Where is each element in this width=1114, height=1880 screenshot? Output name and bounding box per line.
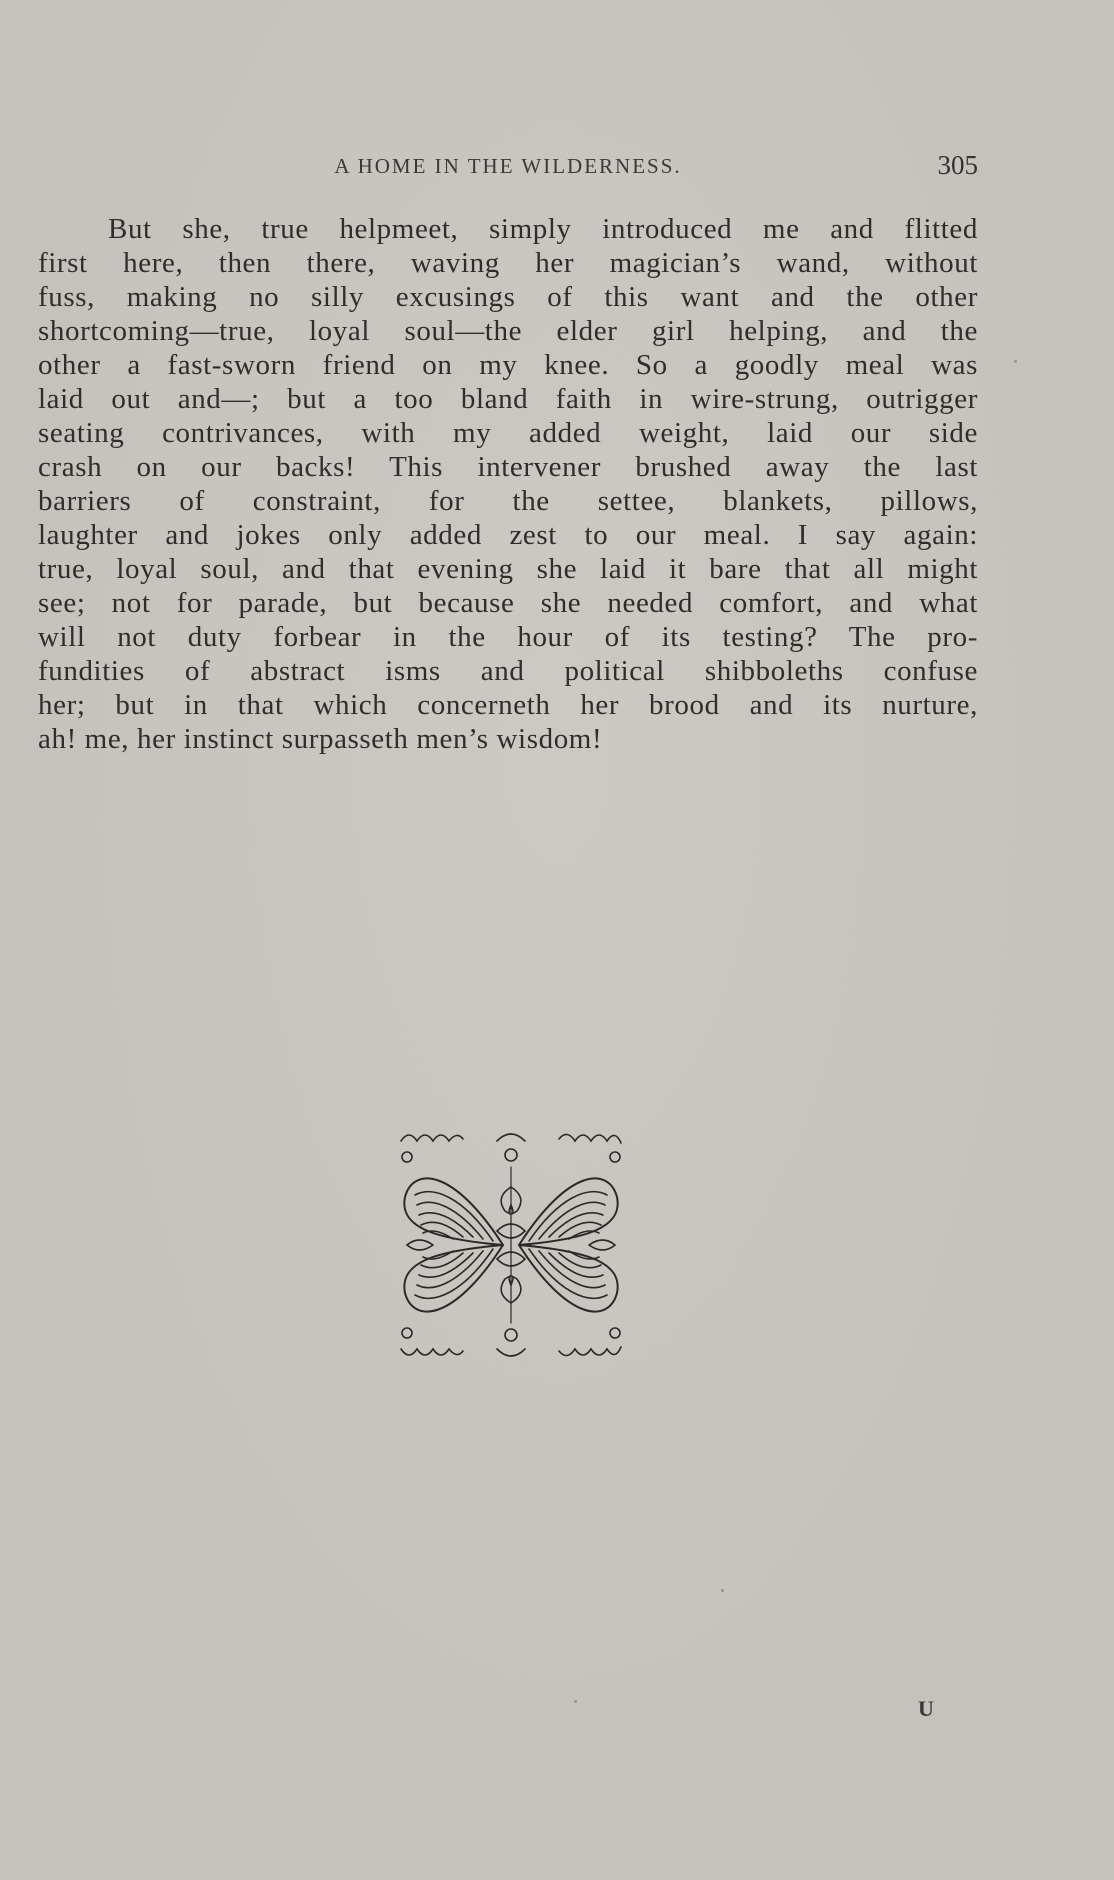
tailpiece-ornament-icon bbox=[393, 1127, 629, 1363]
running-head-title: A HOME IN THE WILDERNESS. bbox=[334, 154, 682, 178]
paragraph-line: other a fast-sworn friend on my knee. So a goodly meal was bbox=[38, 349, 978, 381]
paragraph-line: see; not for parade, but because she needed comfort, and what bbox=[38, 587, 978, 619]
paragraph-line: her; but in that which concerneth her brood and its nurture, bbox=[38, 689, 978, 721]
paragraph-line: fuss, making no silly excusings of this want and the other bbox=[38, 281, 978, 313]
page-number: 305 bbox=[937, 150, 978, 180]
paragraph-line: crash on our backs! This intervener brushed away the last bbox=[38, 451, 978, 483]
paragraph-line: fundities of abstract isms and political shibboleths confuse bbox=[38, 655, 978, 687]
running-head bbox=[38, 150, 978, 186]
paragraph-line: laid out and—; but a too bland faith in wire-strung, outrigger bbox=[38, 383, 978, 415]
paragraph-line: shortcoming—true, loyal soul—the elder girl helping, and the bbox=[38, 315, 978, 347]
signature-mark: U bbox=[918, 1696, 934, 1721]
paragraph-line: barriers of constraint, for the settee, blankets, pillows, bbox=[38, 485, 978, 517]
paragraph-line: first here, then there, waving her magician’s wand, without bbox=[38, 247, 978, 279]
body-paragraph bbox=[38, 212, 978, 756]
paragraph-line: seating contrivances, with my added weight, laid our side bbox=[38, 417, 978, 449]
paragraph-line: ah! me, her instinct surpasseth men’s wisdom! bbox=[38, 723, 603, 755]
paragraph-line: will not duty forbear in the hour of its testing? The pro- bbox=[38, 621, 978, 653]
paper-speck bbox=[721, 1589, 724, 1592]
paper-speck bbox=[1014, 360, 1017, 363]
paragraph-line: true, loyal soul, and that evening she laid it bare that all might bbox=[38, 553, 978, 585]
paragraph-line: But she, true helpmeet, simply introduced me and flitted bbox=[108, 213, 978, 245]
paper-speck bbox=[574, 1700, 577, 1703]
paragraph-line: laughter and jokes only added zest to our meal. I say again: bbox=[38, 519, 978, 551]
